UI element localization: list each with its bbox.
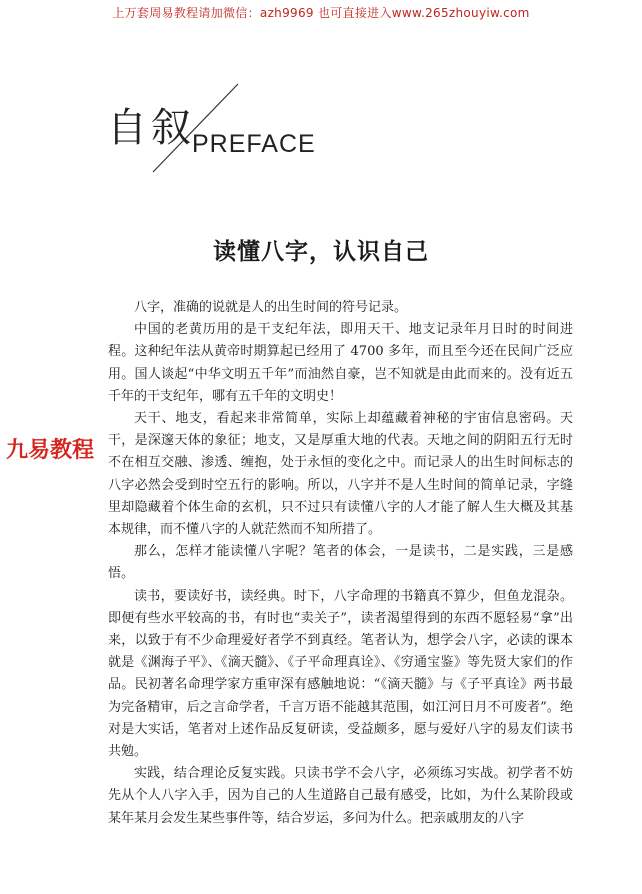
paragraph: 中国的老黄历用的是干支纪年法，即用天干、地支记录年月日时的时间进程。这种纪年法从黄帝时期算起已经用了 4700 多年，而且至今还在民间广泛应用。国人谈起“中华文明五千年”而油然自豪，岂不知就是由此而来的。没有近五千年的干支纪年，哪有五千年的文明史！	[108, 322, 573, 404]
paragraph: 八字，准确的说就是人的出生时间的符号记录。	[134, 300, 408, 315]
paragraph: 读书，要读好书，读经典。时下，八字命理的书籍真不算少，但鱼龙混杂。即便有些水平较高的书，有时也“卖关子”，读者渴望得到的东西不愿轻易“拿”出来，以致于有不少命理爱好者学不到真经。笔者认为，想学会八字，必读的课本就是《渊海子平》、《滴天髓》、《子平命理真诠》、《穷通宝鉴》等先贤大家们的作品。民初著名命理学家方重审深有感触地说：“《滴天髓》与《子平真诠》两书最为完备精审，后之言命学者，千言万语不能越其范围，如江河日月不可废者”。绝对是大实话，笔者对上述作品反复研读，受益颇多，愿与爱好八字的易友们读书共勉。	[108, 588, 573, 760]
article-title: 读懂八字，认识自己	[213, 238, 429, 265]
paragraph: 天干、地支，看起来非常简单，实际上却蕴藏着神秘的宇宙信息密码。天干，是深邃天体的象征；地支，又是厚重大地的代表。天地之间的阴阳五行无时不在相互交融、渗透、缠抱，处于永恒的变化之中。而记录人的出生时间标志的八字必然会受到时空五行的影响。所以，八字并不是人生时间的简单记录，字缝里却隐藏着个体生命的玄机，只不过只有读懂八字的人才能了解人生大概及其基本规律，而不懂八字的人就茫然而不知所措了。	[108, 411, 573, 538]
paragraph: 那么，怎样才能读懂八字呢？笔者的体会，一是读书，二是实践，三是感悟。	[108, 544, 573, 582]
article-body	[108, 297, 573, 830]
watermark-line: 上万套周易教程请加微信：azh9969 也可直接进入www.265zhouyiw.com	[112, 6, 530, 20]
watermark-stamp: 九易教程	[6, 438, 95, 463]
paragraph: 实践，结合理论反复实践。只读书学不会八字，必须练习实战。初学者不妨先从个人八字入手，因为自己的人生道路自己最有感受，比如，为什么某阶段或某年某月会发生某些事件等，结合岁运，多问为什么。把亲戚朋友的八字	[108, 766, 573, 826]
header-title-cn: 自叙	[107, 105, 195, 151]
header-title-en: PREFACE	[192, 130, 316, 158]
